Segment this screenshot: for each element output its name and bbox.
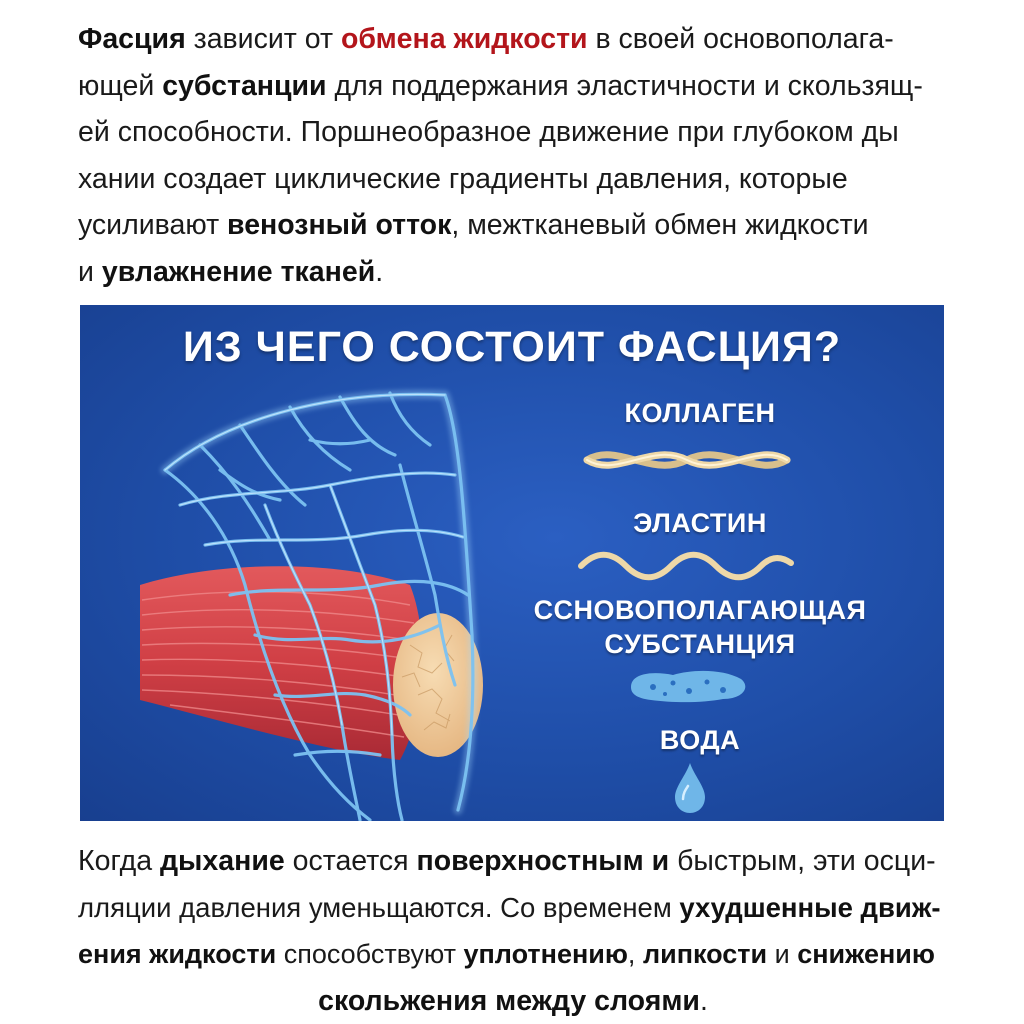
label-elastin: ЭЛАСТИН — [633, 508, 767, 538]
infographic-title: ИЗ ЧЕГО СОСТОИТ ФАСЦИЯ? — [182, 323, 842, 371]
outro-line-1 — [78, 838, 948, 885]
outro-paragraph — [78, 838, 948, 1024]
text: Когда — [78, 845, 160, 877]
term-breathing: дыхание — [159, 845, 285, 877]
intro-line-5 — [78, 202, 948, 249]
text: и — [767, 939, 798, 969]
intro-line-4: хании создает циклические градиенты давления, которые — [78, 162, 848, 195]
term-densification: уплотнению — [463, 939, 628, 969]
outro-line-2 — [78, 885, 948, 932]
intro-line-3: ей способности. Поршнеобразное движение при глубоком ды — [78, 116, 899, 148]
label-ground-substance — [490, 593, 910, 661]
text: в своей основополага- — [587, 23, 894, 55]
text: способствуют — [276, 939, 464, 969]
ground-substance-icon — [623, 665, 753, 705]
term-hydration: увлажнение тканей — [101, 255, 376, 288]
term-fluid: ения жидкости — [78, 939, 277, 969]
fascia-infographic — [80, 305, 944, 821]
label-ground-substance-line-1: ССНОВОПОЛАГАЮЩАЯ — [533, 595, 867, 625]
intro-line-6 — [78, 249, 948, 296]
label-collagen: КОЛЛАГЕН — [624, 398, 776, 428]
text: . — [699, 984, 708, 1017]
term-fascia: Фасция — [78, 23, 186, 55]
term-sliding-between-layers: скольжения между слоями — [318, 984, 700, 1017]
outro-line-4 — [78, 978, 948, 1024]
text: быстрым, эти осци- — [669, 845, 936, 877]
label-ground-substance-line-2: СУБСТАНЦИЯ — [604, 629, 796, 659]
water-drop-icon — [672, 761, 708, 815]
collagen-fiber-icon — [582, 442, 792, 478]
text: усиливают — [78, 209, 228, 241]
text: зависит от — [185, 23, 341, 55]
intro-line-1 — [78, 16, 948, 63]
term-substance: субстанции — [162, 69, 327, 102]
term-shallow: поверхностным и — [416, 845, 670, 877]
outro-line-3 — [78, 931, 948, 978]
text: для поддержания эластичности и скользящ- — [326, 69, 923, 102]
text: ющей — [78, 69, 163, 102]
text: , межтканевый обмен жидкости — [451, 209, 869, 241]
elastin-fiber-icon — [576, 551, 796, 581]
text: , — [627, 939, 643, 969]
text: . — [375, 255, 384, 288]
label-water: ВОДА — [659, 725, 741, 755]
term-venous-outflow: венозный отток — [227, 209, 452, 241]
text: лляции давления уменьщаются. Со временем — [78, 891, 680, 923]
highlight-fluid-exchange: обмена жидкости — [340, 23, 588, 55]
intro-paragraph — [78, 16, 948, 295]
term-reduction: снижению — [797, 939, 935, 969]
muscle-bundle — [140, 566, 422, 760]
term-impaired-movement: ухудшенные движ- — [679, 891, 941, 923]
term-stickiness: липкости — [642, 939, 768, 969]
text: остается — [284, 845, 417, 877]
intro-line-2 — [78, 63, 948, 110]
text: и — [78, 255, 102, 288]
